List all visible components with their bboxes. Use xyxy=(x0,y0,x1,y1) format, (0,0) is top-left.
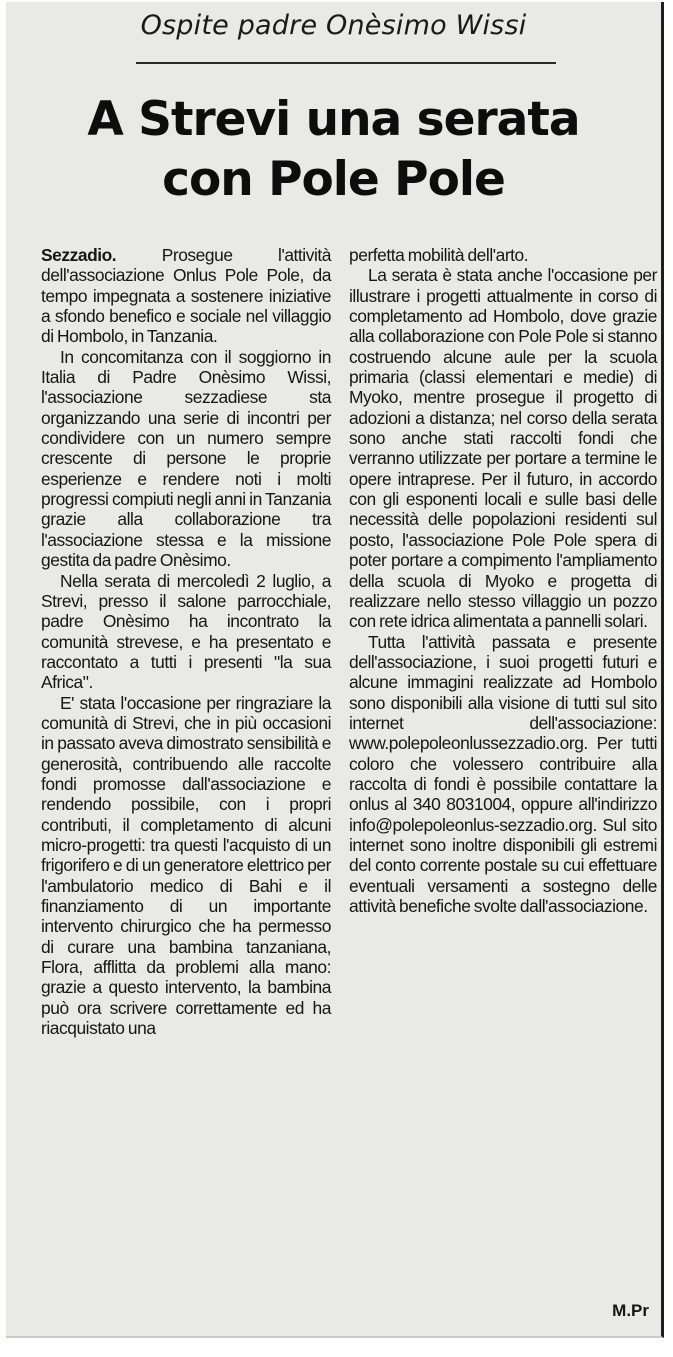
article-column-right xyxy=(349,245,657,916)
newspaper-clipping xyxy=(6,2,664,1338)
article-column-left xyxy=(41,245,331,1038)
paragraph-1-text: Prosegue l'attività dell'associazione Onlus Pole Pole, da tempo impegnata a sostenere iniziative a sfondo benefico e sociale nel villaggio di Hombolo, in Tanzania. xyxy=(41,245,331,347)
kicker-rule xyxy=(136,62,556,64)
paragraph-1 xyxy=(41,245,331,347)
paragraph-3: Nella serata di mercoledì 2 luglio, a Strevi, presso il salone parrocchiale, padre Onèsimo ha incontrato la comunità strevese, e ha presentato e raccontato a tutti i presenti "la sua Africa". xyxy=(41,570,331,693)
headline-line-2: con Pole Pole xyxy=(162,152,505,207)
paragraph-6: Tutta l'attività passata e presente dell'associazione, i suoi progetti futuri e alcune immagini realizzate ad Hombolo sono disponibili alla visione di tutti sul sito internet dell'associazione: www.polepoleonlussezzadio.org. Per tutti coloro che volessero contribuire alla raccolta di fondi è possibile contattare la onlus al 340 8031004, oppure all'indirizzo info@polepoleonlus-sezzadio.org. Sul sito internet sono inoltre disponibili gli estremi del conto corrente postale su cui effettuare eventuali versamenti a sostegno delle attività benefiche svolte dall'associazione. xyxy=(349,631,657,916)
article-kicker: Ospite padre Onèsimo Wissi xyxy=(140,10,527,41)
paragraph-5: La serata è stata anche l'occasione per illustrare i progetti attualmente in corso di completamento ad Hombolo, dove grazie alla collaborazione con Pole Pole si stanno costruendo alcune aule per la scuola primaria (classi elementari e medie) di Myoko, mentre prosegue il progetto di adozioni a distanza; nel corso della serata sono anche stati raccolti fondi che verranno utilizzate per portare a termine le opere intraprese. Per il futuro, in accordo con gli esponenti locali e sulle basi delle necessità delle popolazioni residenti sul posto, l'associazione Pole Pole spera di poter portare a compimento l'ampliamento della scuola di Myoko e progetta di realizzare nello stesso villaggio un pozzo con rete idrica alimentata a pannelli solari. xyxy=(349,265,657,632)
headline-line-1: A Strevi una serata xyxy=(87,92,580,147)
author-signature: M.Pr xyxy=(612,1301,649,1320)
paragraph-2: In concomitanza con il soggiorno in Italia di Padre Onèsimo Wissi, l'associazione sezzadiese sta organizzando una serie di incontri per condividere con un numero sempre crescente di persone le proprie esperienze e rendere noti i molti progressi compiuti negli anni in Tanzania grazie alla collaborazione tra l'associazione stessa e la missione gestita da padre Onèsimo. xyxy=(41,346,331,571)
paragraph-4: E' stata l'occasione per ringraziare la comunità di Strevi, che in più occasioni in passato aveva dimostrato sensibilità e generosità, contribuendo alle raccolte fondi promosse dall'associazione e rendendo possibile, con i propri contributi, il completamento di alcuni micro-progetti: tra questi l'acquisto di un frigorifero e di un generatore elettrico per l'ambulatorio medico di Bahi e il finanziamento di un importante intervento chirurgico che ha permesso di curare una bambina tanzaniana, Flora, afflitta da problemi alla mano: grazie a questo intervento, la bambina può ora scrivere correttamente ed ha riacquistato una xyxy=(41,692,331,1039)
article-headline xyxy=(6,90,661,210)
paragraph-4-continued: perfetta mobilità dell'arto. xyxy=(349,245,529,265)
dateline: Sezzadio. xyxy=(41,245,117,265)
